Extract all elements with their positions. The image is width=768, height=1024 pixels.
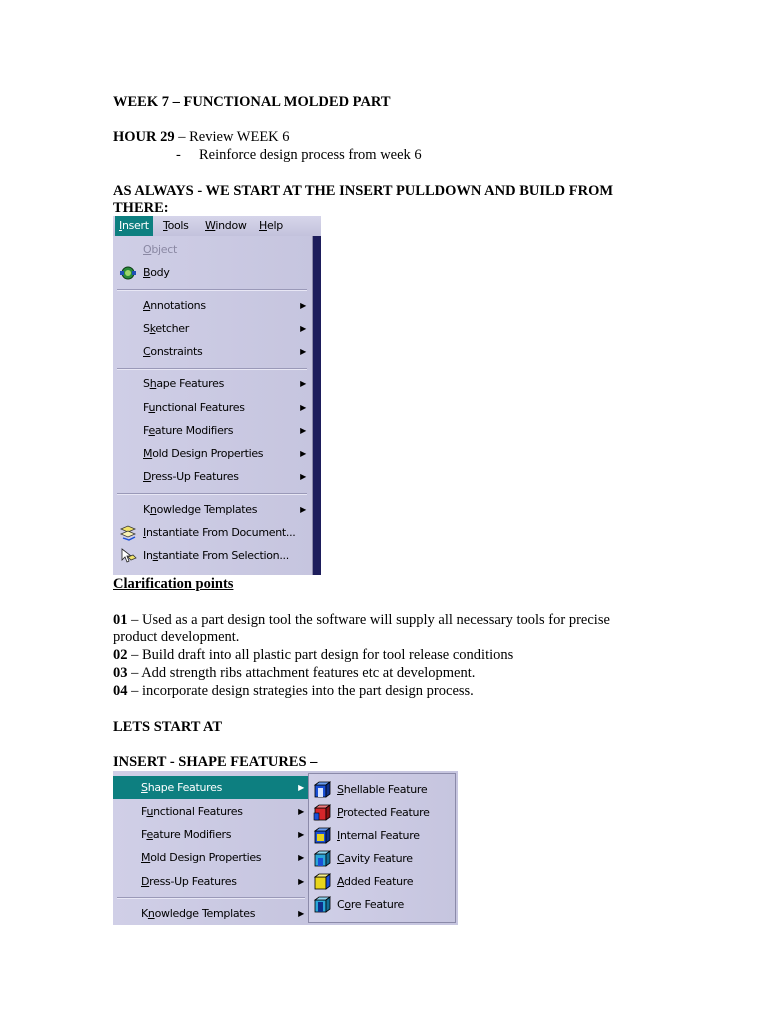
menu-separator [117, 368, 307, 370]
submenu-item-cavity-feature[interactable]: Cavity Feature [309, 847, 455, 870]
instantiate-document-icon [119, 525, 137, 541]
intro-heading-line2: THERE: [113, 200, 169, 216]
submenu-arrow-icon: ▶ [300, 449, 306, 458]
submenu-arrow-icon: ▶ [300, 472, 306, 481]
submenu-arrow-icon: ▶ [298, 909, 304, 918]
point-04 [113, 682, 474, 700]
hour-line [113, 128, 290, 146]
cavity-feature-icon [313, 850, 331, 867]
submenu-arrow-icon: ▶ [300, 426, 306, 435]
body-icon [119, 265, 137, 281]
lets-start-heading: LETS START AT [113, 719, 223, 735]
menu-item-feature-modifiers[interactable]: Feature Modifiers ▶ [113, 823, 308, 846]
submenu-item-shellable-feature[interactable]: Shellable Feature [309, 778, 455, 801]
insert-menu-screenshot [113, 216, 321, 575]
shellable-feature-icon [313, 781, 331, 798]
menu-item-functional-features[interactable]: Functional Features ▶ [113, 397, 312, 419]
hour-label: HOUR 29 [113, 129, 175, 145]
internal-feature-icon [313, 827, 331, 844]
menubar-help[interactable]: Help [259, 219, 283, 232]
submenu-arrow-icon: ▶ [300, 324, 306, 333]
menu-separator [117, 493, 307, 495]
insert-dropdown-partial [113, 771, 308, 925]
point-text: – Add strength ribs attachment features etc at development. [127, 665, 476, 681]
menu-item-knowledge-templates[interactable]: Knowledge Templates ▶ [113, 499, 312, 521]
hour-text: – Review WEEK 6 [174, 129, 290, 145]
submenu-arrow-icon: ▶ [300, 403, 306, 412]
point-02 [113, 646, 513, 664]
submenu-item-internal-feature[interactable]: Internal Feature [309, 824, 455, 847]
menu-item-functional-features[interactable]: Functional Features ▶ [113, 800, 308, 823]
menu-item-mold-design-properties[interactable]: Mold Design Properties ▶ [113, 846, 308, 869]
menu-item-dress-up-features[interactable]: Dress-Up Features ▶ [113, 466, 312, 488]
menu-item-sketcher[interactable]: Sketcher ▶ [113, 318, 312, 340]
point-number: 04 [113, 683, 128, 699]
instantiate-selection-icon [119, 548, 137, 564]
protected-feature-icon [313, 804, 331, 821]
menu-separator [117, 897, 305, 899]
menu-item-feature-modifiers[interactable]: Feature Modifiers ▶ [113, 420, 312, 442]
menu-bar [113, 216, 321, 237]
intro-heading-line1: AS ALWAYS - WE START AT THE INSERT PULLDOWN AND BUILD FROM [113, 183, 614, 199]
insert-shape-features-heading: INSERT - SHAPE FEATURES – [113, 754, 318, 770]
point-number: 02 [113, 647, 128, 663]
menu-item-annotations[interactable]: Annotations ▶ [113, 295, 312, 317]
submenu-item-core-feature[interactable]: Core Feature [309, 893, 455, 916]
point-number: 01 [113, 612, 128, 628]
shape-features-menu-screenshot [113, 771, 458, 925]
insert-dropdown [113, 236, 313, 575]
menu-item-object: Object [143, 243, 178, 256]
submenu-arrow-icon: ▶ [298, 853, 304, 862]
submenu-arrow-icon: ▶ [298, 807, 304, 816]
added-feature-icon [313, 873, 331, 890]
point-number: 03 [113, 665, 128, 681]
point-text: – Build draft into all plastic part design for tool release conditions [127, 647, 514, 663]
submenu-arrow-icon: ▶ [300, 379, 306, 388]
bullet-dash: - [176, 147, 181, 163]
menu-item-instantiate-from-document[interactable]: Instantiate From Document... [113, 522, 312, 544]
point-03 [113, 664, 475, 682]
menu-separator [117, 289, 307, 291]
menubar-tools[interactable]: Tools [163, 219, 189, 232]
menu-item-instantiate-from-selection[interactable]: Instantiate From Selection... [113, 545, 312, 567]
submenu-arrow-icon: ▶ [298, 830, 304, 839]
submenu-arrow-icon: ▶ [300, 505, 306, 514]
menu-item-knowledge-templates[interactable]: Knowledge Templates ▶ [113, 902, 308, 925]
submenu-arrow-icon: ▶ [300, 347, 306, 356]
menu-item-shape-features[interactable]: Shape Features ▶ [113, 373, 312, 395]
menu-item-mold-design-properties[interactable]: Mold Design Properties ▶ [113, 443, 312, 465]
menubar-insert[interactable]: Insert [115, 216, 153, 236]
submenu-item-protected-feature[interactable]: Protected Feature [309, 801, 455, 824]
shape-features-submenu [308, 773, 456, 923]
menu-item-dress-up-features[interactable]: Dress-Up Features ▶ [113, 870, 308, 893]
menu-item-body[interactable]: Body [113, 262, 312, 284]
submenu-arrow-icon: ▶ [300, 301, 306, 310]
submenu-arrow-icon: ▶ [298, 783, 304, 792]
submenu-arrow-icon: ▶ [298, 877, 304, 886]
point-text: – incorporate design strategies into the part design process. [127, 683, 474, 699]
point-text: – Used as a part design tool the software will supply all necessary tools for precise [127, 612, 610, 628]
clarification-heading: Clarification points [113, 576, 234, 592]
bullet-text: Reinforce design process from week 6 [199, 147, 422, 163]
menu-item-constraints[interactable]: Constraints ▶ [113, 341, 312, 363]
submenu-item-added-feature[interactable]: Added Feature [309, 870, 455, 893]
page-title: WEEK 7 – FUNCTIONAL MOLDED PART [113, 94, 391, 110]
menubar-window[interactable]: Window [205, 219, 247, 232]
point-01-continued: product development. [113, 629, 240, 645]
point-01 [113, 611, 610, 629]
core-feature-icon [313, 896, 331, 913]
dropdown-shadow [313, 236, 321, 575]
menu-item-shape-features[interactable]: Shape Features ▶ [113, 776, 308, 799]
